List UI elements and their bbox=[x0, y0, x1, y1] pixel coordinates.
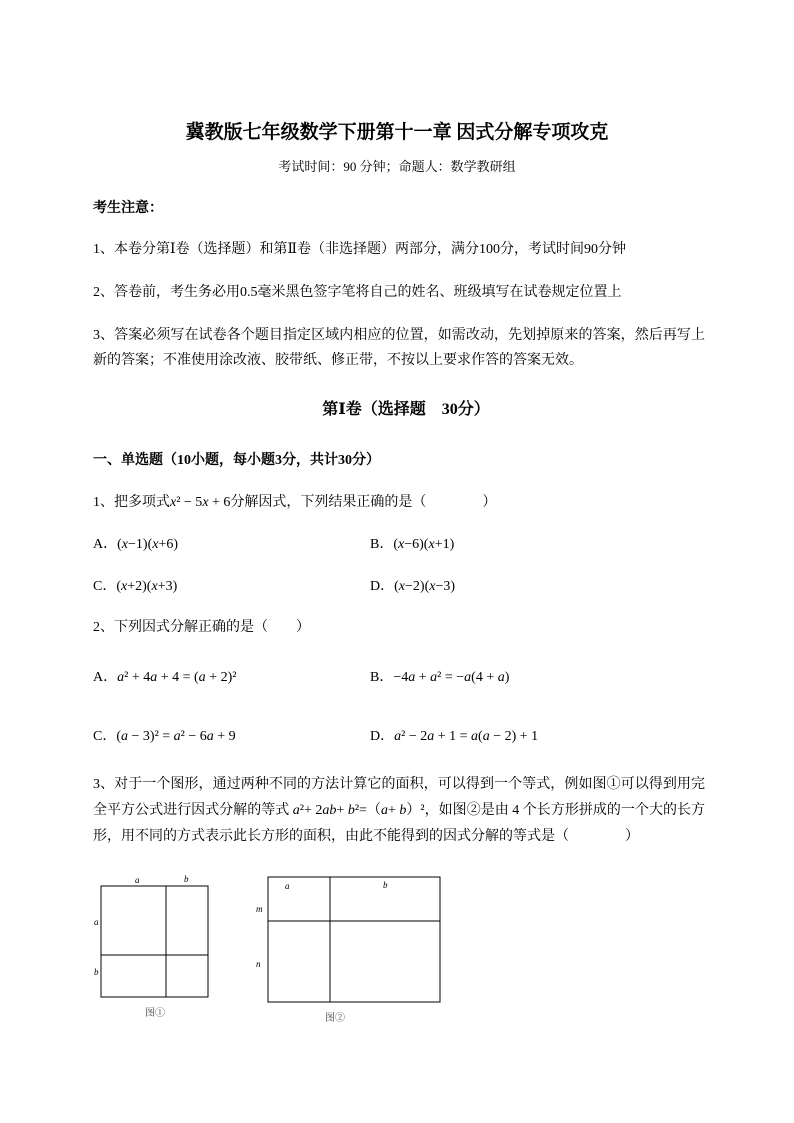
option-math: (x−2)(x−3) bbox=[394, 579, 456, 594]
option-label: D． bbox=[370, 579, 395, 594]
question-2-stem: 2、下列因式分解正确的是（ ） bbox=[93, 620, 310, 635]
option-label: B． bbox=[370, 537, 394, 552]
figure-1-outer-square bbox=[101, 886, 208, 997]
notice-item-3: 3、答案必须写在试卷各个题目指定区域内相应的位置，如需改动，先划掉原来的答案，然后再写上新的答案；不准使用涂改液、胶带纸、修正带，不按以上要求作答的答案无效。 bbox=[93, 328, 705, 368]
option-math: (x−1)(x+6) bbox=[117, 537, 179, 552]
option-math: (x−6)(x+1) bbox=[393, 537, 455, 552]
notice-item-1: 1、本卷分第Ⅰ卷（选择题）和第Ⅱ卷（非选择题）两部分，满分100分，考试时间90分钟 bbox=[93, 242, 627, 257]
figure-1-caption: 图① bbox=[145, 1008, 165, 1019]
figure-2-top-label-b: b bbox=[383, 880, 388, 890]
figure-2-caption: 图② bbox=[325, 1013, 345, 1024]
option-math: a² − 2a + 1 = a(a − 2) + 1 bbox=[394, 729, 539, 744]
option-label: C． bbox=[93, 579, 117, 594]
question-1-suffix: 分解因式，下列结果正确的是（ ） bbox=[230, 495, 497, 510]
option-math: −4a + a² = −a(4 + a) bbox=[393, 670, 510, 685]
question-1-option-d bbox=[370, 578, 455, 596]
question-3-prefix: 3、对于一个图形，通过两种不同的方法计算它的面积，可以得到一个等式，例如图①可以得到用完全平方公式进行因式分解的等式 bbox=[93, 777, 705, 818]
figure-1-top-label-a: a bbox=[135, 875, 140, 885]
figure-2-outer-rectangle bbox=[268, 877, 440, 1002]
option-label: B． bbox=[370, 670, 394, 685]
figure-2-left-label-n: n bbox=[256, 959, 261, 969]
option-math: a² + 4a + 4 = (a + 2)² bbox=[117, 670, 237, 685]
question-1-stem bbox=[93, 494, 496, 512]
option-math: (a − 3)² = a² − 6a + 9 bbox=[116, 729, 236, 744]
option-label: A． bbox=[93, 537, 118, 552]
figure-2-rectangle-diagram bbox=[250, 868, 450, 1028]
figure-1-left-label-a: a bbox=[94, 917, 99, 927]
figure-1-square-diagram bbox=[88, 868, 223, 1028]
question-2-option-b bbox=[370, 669, 509, 687]
figure-1-top-label-b: b bbox=[184, 874, 189, 884]
question-3-math: a²+ 2ab+ b²=（a+ b）² bbox=[292, 803, 425, 818]
notice-heading: 考生注意： bbox=[93, 201, 163, 216]
question-1-option-a bbox=[93, 536, 178, 554]
part-heading: 一、单选题（10小题，每小题3分，共计30分） bbox=[93, 453, 380, 468]
option-label: C． bbox=[93, 729, 117, 744]
figure-2-top-label-a: a bbox=[285, 881, 290, 891]
notice-item-2: 2、答卷前，考生务必用0.5毫米黑色签字笔将自己的姓名、班级填写在试卷规定位置上 bbox=[93, 285, 622, 300]
question-1-option-c bbox=[93, 578, 177, 596]
option-label: A． bbox=[93, 670, 118, 685]
figure-2-left-label-m: m bbox=[256, 904, 263, 914]
question-3-stem bbox=[93, 772, 705, 850]
option-label: D． bbox=[370, 729, 395, 744]
question-2-option-a bbox=[93, 669, 236, 687]
figure-1-left-label-b: b bbox=[94, 967, 99, 977]
page-title: 冀教版七年级数学下册第十一章 因式分解专项攻克 bbox=[185, 122, 609, 143]
question-1-prefix: 1、把多项式 bbox=[93, 495, 170, 510]
question-1-math: x² − 5x + 6 bbox=[170, 495, 231, 510]
question-3-suffix: ，如图②是由 4 个长方形拼成的一个大的长方形，用不同的方式表示此长方形的面积，由此不能得到的因式分解的等式是（ ） bbox=[93, 803, 706, 844]
exam-subtitle: 考试时间：90 分钟；命题人：数学教研组 bbox=[278, 159, 516, 174]
question-2-option-d bbox=[370, 728, 538, 746]
section-title: 第Ⅰ卷（选择题 30分） bbox=[322, 401, 490, 418]
question-1-option-b bbox=[370, 536, 454, 554]
option-math: (x+2)(x+3) bbox=[116, 579, 178, 594]
question-2-option-c bbox=[93, 728, 236, 746]
